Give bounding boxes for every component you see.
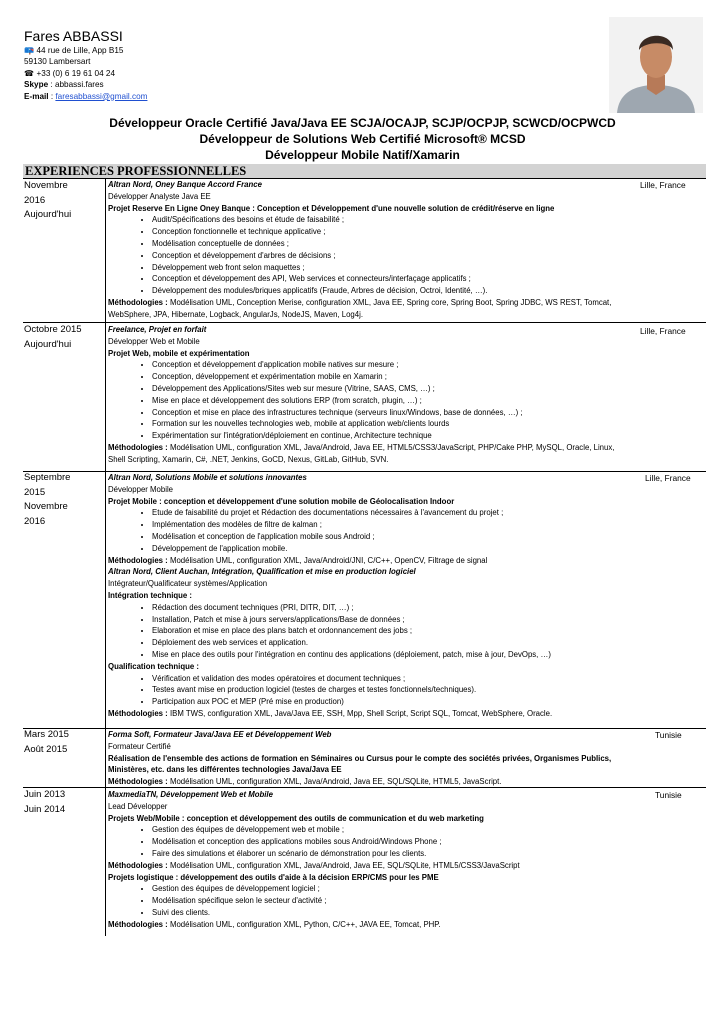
list-item: • Modélisation spécifique selon le secteur d'activité ; <box>152 895 618 907</box>
methodologies: Méthodologies : IBM TWS, configuration XML, Java/Java EE, SSH, Mpp, Shell Script, Script SQL, Tomcat, WebSphere, Oracle. <box>108 708 553 718</box>
location: Lille, France <box>640 180 686 190</box>
mailbox-icon: 📪 <box>24 46 35 55</box>
skype-line: Skype : abbassi.fares <box>24 80 104 90</box>
list-item: • Modélisation conceptuelle de données ; <box>152 238 618 250</box>
task-list <box>108 824 618 859</box>
employer: Altran Nord, Client Auchan, Intégration, Qualification et mise en production logiciel <box>108 567 416 577</box>
email-line: E-mail : faresabbassi@gmail.com <box>24 91 148 101</box>
employer: MaxmediaTN, Développement Web et Mobile <box>108 790 273 799</box>
list-item: • Rédaction des document techniques (PRI, DITR, DIT, …) ; <box>152 602 618 614</box>
methodologies: Méthodologies : Modélisation UML, configuration XML, Python, C/C++, JAVA EE, Tomcat, PHP. <box>108 919 441 929</box>
project: Réalisation de l'ensemble des actions de formation en Séminaires ou Cursus pour le compte des sociétés privées, Organismes Publics, Ministères, etc. dans les différentes technologies Java/Java EE <box>108 753 612 775</box>
list-item: • Conception et développement d'application mobile natives sur mesure ; <box>152 359 618 371</box>
list-item: • Conception et développement d'arbres de décisions ; <box>152 250 618 262</box>
list-item: • Gestion des équipes de développement logiciel ; <box>152 883 618 895</box>
role: Développer Mobile <box>108 484 174 494</box>
task-list <box>108 673 618 708</box>
task-list <box>108 507 618 554</box>
email-link[interactable]: faresabbassi@gmail.com <box>55 91 148 101</box>
methodologies: Méthodologies : Modélisation UML, configuration XML, Java/Android, Java EE, SQL/SQLite, HTML5, JavaScript. <box>108 777 502 787</box>
list-item: • Mise en place des outils pour l'intégration en continu des applications (déploiement, patch, mise à jour, DevOps, …) <box>152 649 618 661</box>
list-item: • Déploiement des web services et application. <box>152 637 618 649</box>
list-item: • Développement des Applications/Sites web sur mesure (Vitrine, SAAS, CMS, …) ; <box>152 383 618 395</box>
task-list <box>108 214 618 297</box>
list-item: • Expérimentation sur l'intégration/déploiement en continue, Architecture technique <box>152 430 618 442</box>
headline-line: Développeur de Solutions Web Certifié Microsoft® MCSD <box>199 132 526 146</box>
task-list <box>108 883 618 918</box>
role: Lead Développer <box>108 801 168 811</box>
list-item: • Mise en place et développement des solutions ERP (from scratch, plugin, …) ; <box>152 395 618 407</box>
methodologies: Méthodologies : Modélisation UML, configuration XML, Java/Android, Java EE, SQL/SQLite, HTML5/CSS3/JavaScript <box>108 860 520 870</box>
column-divider <box>105 178 106 936</box>
address-line-1: 📪 44 rue de Lille, App B15 <box>24 46 124 55</box>
list-item: • Installation, Patch et mise à jours servers/applications/Base de données ; <box>152 614 618 626</box>
methodologies: Méthodologies : Modélisation UML, configuration XML, Java/Android/JNI, C/C++, OpenCV, Filtrage de signal <box>108 555 488 565</box>
subsection-label: Intégration technique : <box>108 590 193 600</box>
profile-photo <box>609 17 703 113</box>
telephone-icon: ☎ <box>24 68 35 78</box>
section-title: EXPERIENCES PROFESSIONNELLES <box>23 164 706 178</box>
role: Développer Web et Mobile <box>108 336 200 346</box>
list-item: • Audit/Spécifications des besoins et étude de faisabilité ; <box>152 214 618 226</box>
experience-entry <box>108 729 618 788</box>
location: Tunisie <box>655 790 682 800</box>
role: Développer Analyste Java EE <box>108 191 211 201</box>
period: Novembre 2016 Aujourd'hui <box>24 180 72 220</box>
experience-entry <box>108 179 618 321</box>
list-item: • Conception et développement des API, Web services et connecteurs/interfaçage applicatifs ; <box>152 273 618 285</box>
employer: Altran Nord, Oney Banque Accord France <box>108 180 262 189</box>
project: Projet Mobile : conception et développement d'une solution mobile de Géolocalisation Indoor <box>108 496 455 506</box>
project: Projets logistique : développement des outils d'aide à la décision ERP/CMS pour les PME <box>108 872 439 882</box>
list-item: • Participation aux POC et MEP (Pré mise en production) <box>152 696 618 708</box>
location: Tunisie <box>655 730 682 740</box>
list-item: • Elaboration et mise en place des plans batch et ordonnancement des jobs ; <box>152 625 618 637</box>
row-divider <box>23 322 706 323</box>
list-item: • Conception et mise en place des infrastructures technique (serveurs linux/Windows, base de données, …) ; <box>152 407 618 419</box>
project: Projets Web/Mobile : conception et développement des outils de communication et du web marketing <box>108 813 484 823</box>
experience-entry <box>108 472 618 720</box>
list-item: • Suivi des clients. <box>152 907 618 919</box>
list-item: • Testes avant mise en production logiciel (testes de charges et testes fonctionnels/techniques). <box>152 684 618 696</box>
headline-line: Développeur Oracle Certifié Java/Java EE SCJA/OCAJP, SCJP/OCPJP, SCWCD/OCPWCD <box>109 116 616 130</box>
task-list <box>108 359 618 442</box>
list-item: • Conception fonctionnelle et technique applicative ; <box>152 226 618 238</box>
employer: Forma Soft, Formateur Java/Java EE et Développement Web <box>108 730 332 739</box>
list-item: • Conception, développement et expérimentation mobile en Xamarin ; <box>152 371 618 383</box>
project: Projet Reserve En Ligne Oney Banque : Conception et Développement d'une nouvelle solution de crédit/réserve en ligne <box>108 203 555 213</box>
address-line-2: 59130 Lambersart <box>24 57 91 67</box>
list-item: • Gestion des équipes de développement web et mobile ; <box>152 824 618 836</box>
employer: Freelance, Projet en forfait <box>108 325 207 334</box>
experience-entry <box>108 324 618 466</box>
phone-line: ☎ +33 (0) 6 19 61 04 24 <box>24 68 116 78</box>
role: Formateur Certifié <box>108 741 171 751</box>
list-item: • Modélisation et conception de l'application mobile sous Android ; <box>152 531 618 543</box>
methodologies: Méthodologies : Modélisation UML, Conception Merise, configuration XML, Java EE, Spring core, Spring Boot, Spring JDBC, WS REST, Tomcat, WebSphere, JPA, Hibernate, Logback, AngularJs, NodeJS, Maven, Log4j. <box>108 297 612 319</box>
location: Lille, France <box>640 326 686 336</box>
task-list <box>108 602 618 661</box>
list-item: • Modélisation et conception des applications mobiles sous Android/Windows Phone ; <box>152 836 618 848</box>
role: Intégrateur/Qualificateur systèmes/Application <box>108 579 268 589</box>
list-item: • Faire des simulations et élaborer un scénario de démonstration pour les clients. <box>152 848 618 860</box>
list-item: • Développement web front selon maquettes ; <box>152 262 618 274</box>
list-item: • Vérification et validation des modes opératoires et document techniques ; <box>152 673 618 685</box>
list-item: • Formation sur les nouvelles technologies web, mobile at application web/clients lourds <box>152 418 618 430</box>
person-portrait-icon <box>609 17 703 113</box>
list-item: • Développement de l'application mobile. <box>152 543 618 555</box>
candidate-name: Fares ABBASSI <box>24 28 123 44</box>
methodologies: Méthodologies : Modélisation UML, configuration XML, Java/Android, Java EE, HTML5/CSS3/JavaScript, PHP/Cake PHP, MySQL, Oracle, Linux, Shell Scripting, Xamarin, C#, .NET, Jenkins, GoCD, Nexus, GitLab, GitHub, SVN. <box>108 442 615 464</box>
list-item: • Etude de faisabilité du projet et Rédaction des documentations nécessaires à l'avancement du projet ; <box>152 507 618 519</box>
list-item: • Développement des modules/briques applicatifs (Fraude, Arbres de décision, Octroi, Identité, …). <box>152 285 618 297</box>
period: Mars 2015 Août 2015 <box>24 729 69 755</box>
period: Juin 2013 Juin 2014 <box>24 789 66 815</box>
location: Lille, France <box>645 473 691 483</box>
project: Projet Web, mobile et expérimentation <box>108 348 250 358</box>
headline-line: Développeur Mobile Natif/Xamarin <box>265 148 460 162</box>
period: Octobre 2015 Aujourd'hui <box>24 324 82 350</box>
list-item: • Implémentation des modèles de filtre de kalman ; <box>152 519 618 531</box>
experience-entry <box>108 789 618 931</box>
contact-block <box>24 45 147 102</box>
headline <box>0 115 725 163</box>
employer: Altran Nord, Solutions Mobile et solutions innovantes <box>108 473 307 482</box>
period: Septembre 2015 Novembre 2016 <box>24 472 71 527</box>
subsection-label: Qualification technique : <box>108 661 199 671</box>
